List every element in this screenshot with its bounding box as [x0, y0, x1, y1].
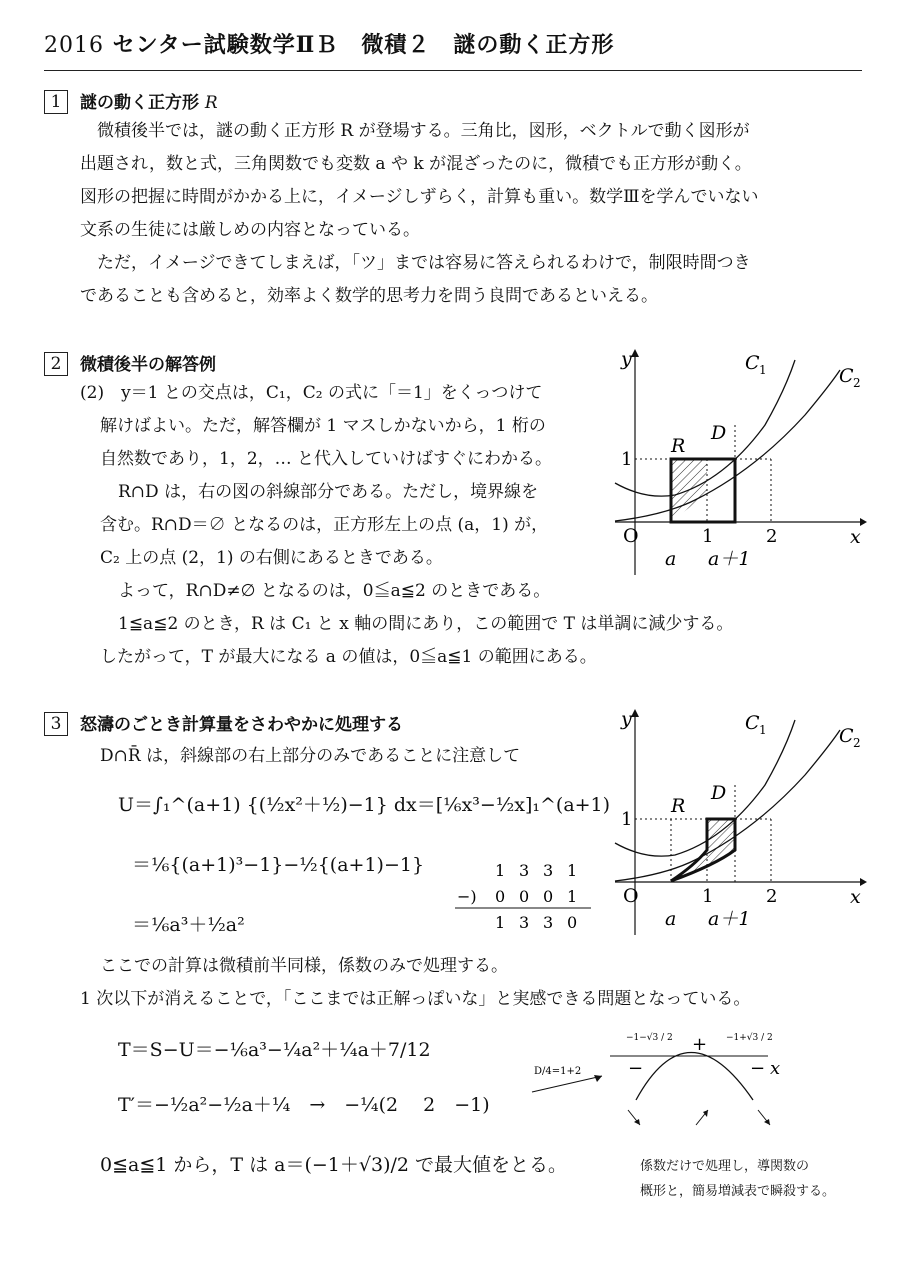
graph2-tick-1: 1 [702, 886, 714, 907]
section1-heading-text: 謎の動く正方形 [80, 93, 199, 113]
s2-line-1: (2) y＝1 との交点は，C₁，C₂ の式に「＝1」をくっつけて [80, 383, 543, 403]
graph1-origin: O [623, 525, 639, 547]
graph1-tick-2: 2 [766, 526, 778, 547]
graph2-a: a [665, 908, 677, 930]
side-note-2: 概形と，簡易増減表で瞬殺する。 [640, 1184, 836, 1199]
graph2-r-label: R [671, 795, 686, 817]
graph2-one-y: 1 [621, 809, 633, 830]
graph1-c2-sub: 2 [853, 376, 861, 390]
s2-line-6: C₂ 上の点 (2，1) の右側にあるときである。 [100, 548, 443, 568]
title-text: センター試験数学ⅡＢ 微積２ 謎の動く正方形 [112, 32, 615, 58]
s1-para-1: 微積後半では，謎の動く正方形 R が登場する。三角比，図形，ベクトルで動く図形が [80, 121, 750, 141]
s3-note-1: ここでの計算は微積前半同様，係数のみで処理する。 [100, 956, 508, 976]
graph1-c1-label: C [745, 352, 760, 374]
conclusion: 0≦a≦1 から，T は a＝(−1＋√3)/2 で最大値をとる。 [100, 1154, 568, 1176]
sign-right-root: −1+√3 / 2 [726, 1033, 773, 1043]
section1-heading-var: R [204, 93, 218, 113]
coefficient-table [455, 860, 595, 935]
s3-line-1: D∩R̄ は，斜線部の右上部分のみであることに注意して [100, 746, 521, 766]
coef-r1-3: 1 [567, 861, 578, 880]
eq-tprime: T′＝−½a²−½a＋¼ → −¼(2 2 −1) [118, 1094, 490, 1116]
coef-r3-3: 0 [567, 913, 578, 932]
s3-note-2: 1 次以下が消えることで，「ここまでは正解っぽいな」と実感できる問題となっている。 [80, 989, 751, 1009]
eq-u2: ＝⅙{(a+1)³−1}−½{(a+1)−1} [132, 854, 425, 876]
graph1-c2-label: C [839, 365, 854, 387]
coef-r1-2: 3 [543, 861, 554, 880]
s1-para-4: 文系の生徒には厳しめの内容となっている。 [80, 220, 420, 240]
graph-2 [605, 705, 870, 940]
section2-heading: 微積後半の解答例 [80, 355, 216, 375]
coef-op: −) [457, 887, 477, 906]
s1-para-6: であることも含めると，効率よく数学的思考力を問う良問であるといえる。 [80, 286, 658, 306]
s2-line-2: 解けばよい。ただ，解答欄が 1 マスしかないから，1 桁の [100, 416, 546, 436]
graph2-origin: O [623, 885, 639, 907]
sign-minus-right: − [750, 1058, 766, 1079]
disc-label: D/4=1+2 [534, 1066, 582, 1077]
s2-line-4: R∩D は，右の図の斜線部分である。ただし，境界線を [118, 482, 539, 502]
graph1-a1: a＋1 [708, 548, 751, 570]
section2-number: 2 [44, 352, 68, 376]
graph2-a1: a＋1 [708, 908, 751, 930]
coef-r2-1: 0 [519, 887, 530, 906]
sign-chart [608, 1030, 793, 1140]
title-rule [44, 70, 862, 71]
graph2-c1-sub: 1 [759, 723, 767, 737]
s2-line-5: 含む。R∩D＝∅ となるのは，正方形左上の点 (a，1) が， [100, 515, 549, 535]
s1-para-3: 図形の把握に時間がかかる上に，イメージしずらく，計算も重い。数学Ⅲを学んでいない [80, 187, 759, 207]
graph1-tick-1: 1 [702, 526, 714, 547]
graph1-c1-sub: 1 [759, 363, 767, 377]
sign-left-root: −1−√3 / 2 [626, 1033, 673, 1043]
sign-minus-left: − [628, 1058, 644, 1079]
s1-para-5: ただ，イメージできてしまえば，「ツ」までは容易に答えられるわけで，制限時間つき [80, 253, 751, 273]
graph1-r-label: R [671, 435, 686, 457]
section3-heading: 怒濤のごとき計算量をさわやかに処理する [80, 715, 403, 735]
coef-r2-0: 0 [495, 887, 506, 906]
graph2-c1-label: C [745, 712, 760, 734]
eq-u3: ＝⅙a³＋½a² [132, 914, 245, 936]
coef-r3-0: 1 [495, 913, 506, 932]
graph-1 [605, 345, 870, 580]
disc-arrow [530, 1062, 610, 1098]
graph2-y-label: y [621, 708, 632, 730]
s2-line-9: したがって，T が最大になる a の値は，0≦a≦1 の範囲にある。 [100, 647, 597, 667]
graph1-x-label: x [850, 526, 861, 548]
s2-line-8: 1≦a≦2 のとき，R は C₁ と x 軸の間にあり，この範囲で T は単調に減少する。 [118, 614, 734, 634]
graph1-one-y: 1 [621, 449, 633, 470]
coef-r1-1: 3 [519, 861, 530, 880]
section3-number: 3 [44, 712, 68, 736]
graph2-c2-sub: 2 [853, 736, 861, 750]
graph2-d-label: D [711, 782, 727, 804]
graph1-curve-c2 [615, 370, 840, 521]
section1-heading [80, 88, 218, 113]
graph1-y-label: y [621, 348, 632, 370]
eq-u1: U＝∫₁^(a+1) {(½x²＋½)−1} dx＝[⅙x³−½x]₁^(a+1) [118, 794, 611, 816]
coef-r3-1: 3 [519, 913, 530, 932]
sign-parabola [636, 1053, 753, 1101]
coef-r2-2: 0 [543, 887, 554, 906]
s1-para-2: 出題され，数と式，三角関数でも変数 a や k が混ざったのに，微積でも正方形が動く。 [80, 154, 752, 174]
coef-r1-0: 1 [495, 861, 506, 880]
side-note-1: 係数だけで処理し，導関数の [640, 1159, 810, 1174]
graph1-a: a [665, 548, 677, 570]
graph1-d-label: D [711, 422, 727, 444]
graph2-tick-2: 2 [766, 886, 778, 907]
sign-plus: + [692, 1034, 708, 1055]
graph2-x-label: x [850, 886, 861, 908]
coef-r3-2: 3 [543, 913, 554, 932]
title-year: 2016 [44, 33, 104, 58]
s2-line-3: 自然数であり，1，2，… と代入していけばすぐにわかる。 [100, 449, 553, 469]
sign-axis-x: x [770, 1058, 781, 1079]
s2-line-7: よって，R∩D≠∅ となるのは，0≦a≦2 のときである。 [118, 581, 551, 601]
page-title [44, 28, 614, 59]
eq-t: T＝S−U＝−⅙a³−¼a²＋¼a＋7/12 [118, 1039, 431, 1061]
coef-r2-3: 1 [567, 887, 578, 906]
section1-number: 1 [44, 90, 68, 114]
graph2-c2-label: C [839, 725, 854, 747]
